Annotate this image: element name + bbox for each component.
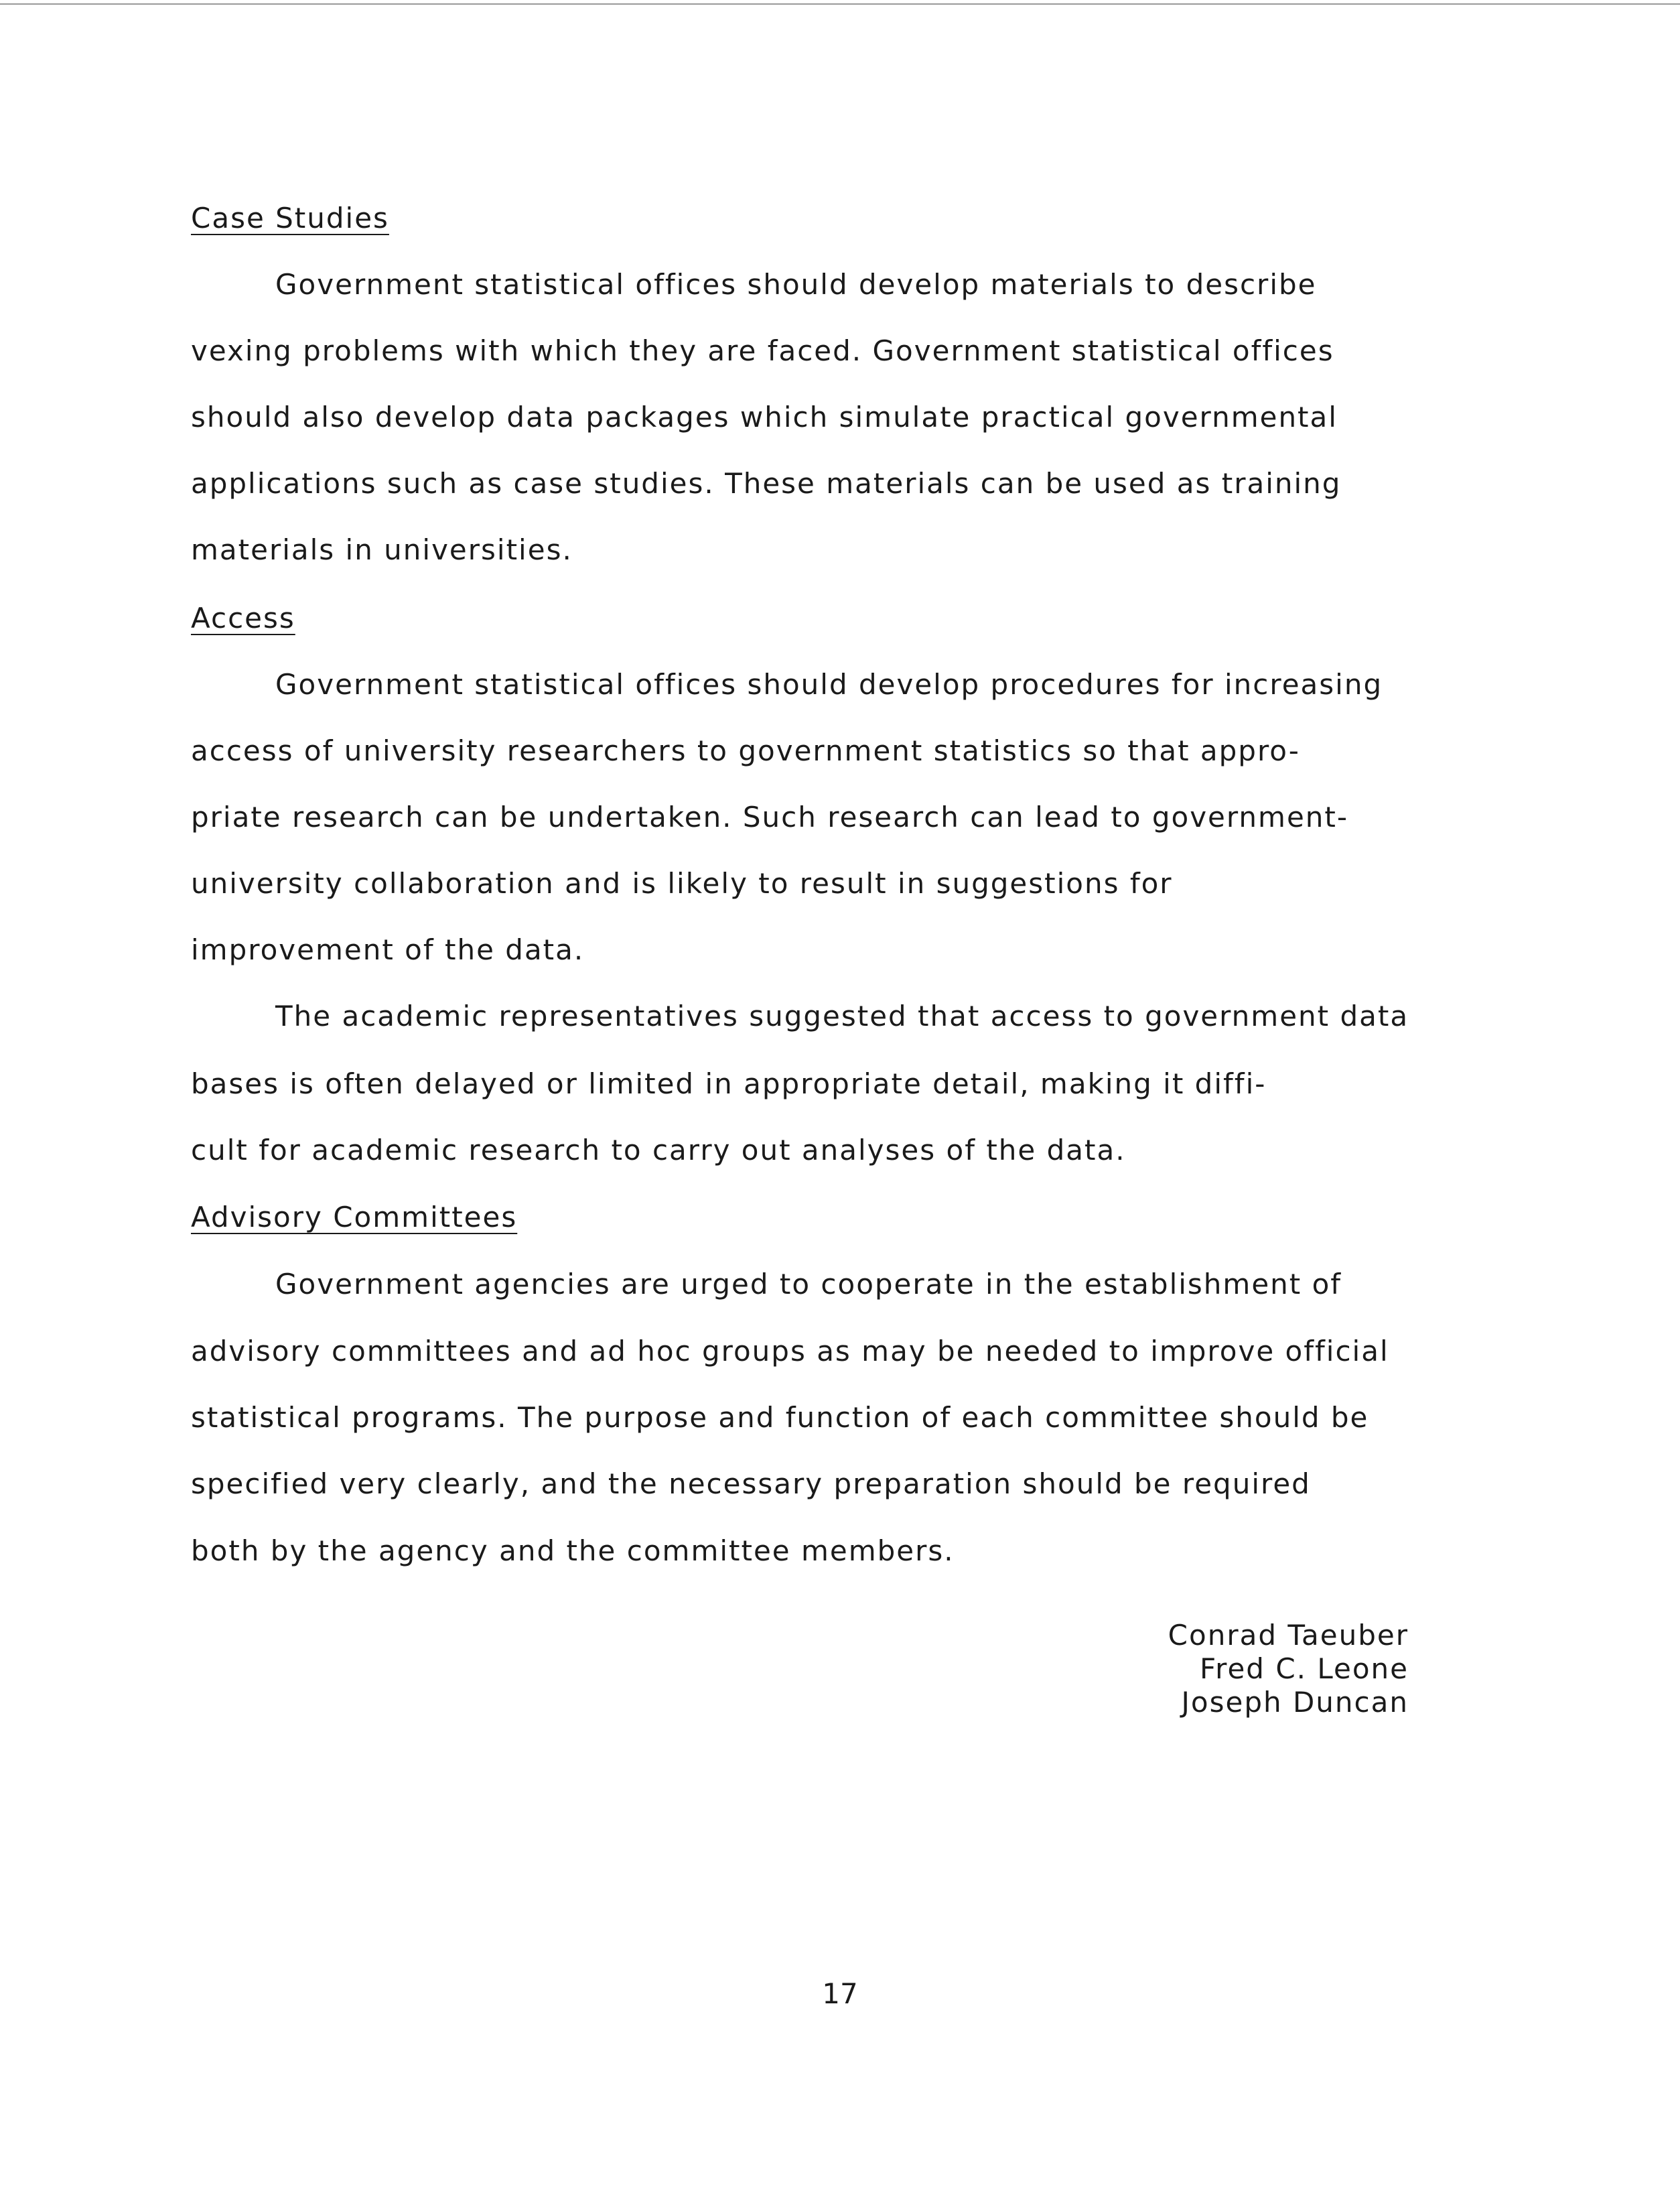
paragraph-line: cult for academic research to carry out analyses of the data. [191,1134,1126,1166]
section-heading-access: Access [191,602,295,635]
paragraph-line: priate research can be undertaken. Such research can lead to government- [191,801,1349,833]
section-heading-advisory-committees: Advisory Committees [191,1201,518,1233]
paragraph-line: materials in universities. [191,533,573,566]
paragraph-line: both by the agency and the committee members. [191,1534,955,1567]
signatory-name: Fred C. Leone [1200,1652,1409,1685]
paragraph-line: Government agencies are urged to cooperate in the establishment of [275,1268,1342,1300]
paragraph-line: advisory committees and ad hoc groups as may be needed to improve official [191,1335,1389,1368]
paragraph-line: specified very clearly, and the necessary preparation should be required [191,1467,1311,1500]
page-number: 17 [822,1977,858,2010]
paragraph-line: statistical programs. The purpose and function of each committee should be [191,1401,1369,1434]
paragraph-line: improvement of the data. [191,933,585,966]
paragraph-line: Government statistical offices should develop procedures for increasing [275,668,1383,701]
signatory-name: Joseph Duncan [1181,1686,1409,1719]
section-heading-case-studies: Case Studies [191,202,389,235]
paragraph-line: applications such as case studies. These materials can be used as training [191,467,1342,500]
paragraph-line: Government statistical offices should develop materials to describe [275,268,1317,301]
signature-block [1168,1619,1409,1719]
top-border-line [0,3,1680,5]
paragraph-line: vexing problems with which they are faced. Government statistical offices [191,334,1334,367]
paragraph-line: bases is often delayed or limited in appropriate detail, making it diffi- [191,1067,1267,1100]
paragraph-line: university collaboration and is likely to result in suggestions for [191,867,1173,900]
paragraph-line: access of university researchers to government statistics so that appro- [191,734,1300,767]
signatory-name: Conrad Taeuber [1168,1619,1409,1652]
paragraph-line: should also develop data packages which simulate practical governmental [191,401,1338,433]
paragraph-line: The academic representatives suggested that access to government data [275,1000,1409,1032]
